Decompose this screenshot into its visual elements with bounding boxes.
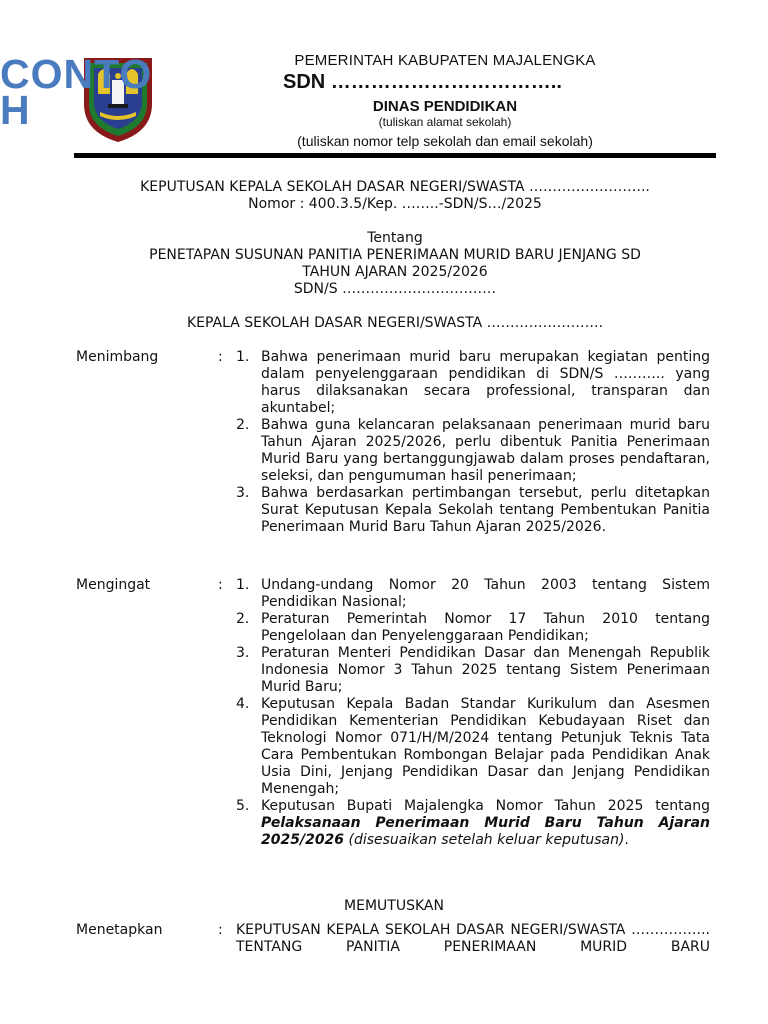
menetapkan-text: KEPUTUSAN KEPALA SEKOLAH DASAR NEGERI/SWASTA …………….. TENTANG PANITIA PENERIMAAN MURID BARU xyxy=(236,922,710,955)
address-placeholder: (tuliskan alamat sekolah) xyxy=(378,115,512,129)
department-name: DINAS PENDIDIKAN xyxy=(372,98,518,115)
item-end: . xyxy=(624,832,629,848)
menimbang-colon: : xyxy=(218,349,223,365)
list-item xyxy=(236,577,710,611)
item-text: Bahwa berdasarkan pertimbangan tersebut, perlu ditetapkan Surat Keputusan Kepala Sekolah tentang Pembentukan Panitia Penerimaan Murid Baru Tahun Ajaran 2025/2026. xyxy=(261,485,710,535)
menimbang-label: Menimbang xyxy=(76,349,159,365)
official-title: KEPALA SEKOLAH DASAR NEGERI/SWASTA ……………………. xyxy=(186,315,604,331)
item-text: Keputusan Kepala Badan Standar Kurikulum dan Asesmen Pendidikan Kementerian Pendidikan Kebudayaan Riset dan Teknologi Nomor 071/H/M/2024 tentang Petunjuk Teknis Tata Cara Pembentukan Rombongan Belajar pada Pendidikan Anak Usia Dini, Jenjang Pendidikan Dasar dan Jenjang Pendidikan Menengah; xyxy=(261,696,710,797)
government-name: PEMERINTAH KABUPATEN MAJALENGKA xyxy=(294,52,596,69)
item-number: 4. xyxy=(236,696,250,712)
school-name: SDN …………………………….. xyxy=(283,71,562,93)
list-item xyxy=(236,645,710,696)
list-item xyxy=(236,798,710,849)
subject-line-3: SDN/S …………………………… xyxy=(293,281,497,297)
mengingat-label: Mengingat xyxy=(76,577,151,593)
menimbang-list xyxy=(236,349,710,536)
item-number: 1. xyxy=(236,349,250,365)
list-item xyxy=(236,417,710,485)
item-text: Peraturan Pemerintah Nomor 17 Tahun 2010 tentang Pengelolaan dan Penyelenggaraan Pendidikan; xyxy=(261,611,710,644)
list-item xyxy=(236,696,710,798)
item-note: (disesuaikan setelah keluar keputusan) xyxy=(344,832,625,848)
item-text: Peraturan Menteri Pendidikan Dasar dan Menengah Republik Indonesia Nomor 3 Tahun 2025 tentang Sistem Penerimaan Murid Baru; xyxy=(261,645,710,695)
item-text: Undang-undang Nomor 20 Tahun 2003 tentang Sistem Pendidikan Nasional; xyxy=(261,577,710,610)
item-number: 5. xyxy=(236,798,250,814)
item-number: 3. xyxy=(236,485,250,501)
mengingat-list xyxy=(236,577,710,849)
subject-line-1: PENETAPAN SUSUNAN PANITIA PENERIMAAN MURID BARU JENJANG SD xyxy=(149,247,641,263)
item-text: Bahwa penerimaan murid baru merupakan kegiatan penting dalam penyelenggaraan pendidikan di SDN/S ……….. yang harus dilaksanakan secara professional, transparan dan akuntabel; xyxy=(261,349,710,416)
contact-placeholder: (tuliskan nomor telp sekolah dan email sekolah) xyxy=(297,133,593,149)
contoh-watermark xyxy=(0,51,170,133)
menetapkan-colon: : xyxy=(218,922,223,938)
menetapkan-label: Menetapkan xyxy=(76,922,163,938)
list-item xyxy=(236,485,710,536)
item-text: Bahwa guna kelancaran pelaksanaan penerimaan murid baru Tahun Ajaran 2025/2026, perlu dibentuk Panitia Penerimaan Murid Baru yang bertanggungjawab dalam proses pendaftaran, seleksi, dan pengumuman hasil penerimaan; xyxy=(261,417,710,484)
list-item xyxy=(236,349,710,417)
tentang-label: Tentang xyxy=(367,230,423,246)
item-number: 3. xyxy=(236,645,250,661)
item-number: 2. xyxy=(236,611,250,627)
list-item xyxy=(236,611,710,645)
letterhead-divider xyxy=(74,153,716,158)
decree-title: KEPUTUSAN KEPALA SEKOLAH DASAR NEGERI/SWASTA …………………….. xyxy=(140,179,650,195)
item-number: 2. xyxy=(236,417,250,433)
letterhead xyxy=(180,52,710,149)
mengingat-colon: : xyxy=(218,577,223,593)
item-number: 1. xyxy=(236,577,250,593)
item-emphasis: Pelaksanaan Penerimaan Murid Baru Tahun Ajaran 2025/2026 xyxy=(261,815,710,848)
item-text: Keputusan Bupati Majalengka Nomor Tahun 2025 tentang xyxy=(261,798,710,814)
memutuskan-heading: MEMUTUSKAN xyxy=(344,898,444,914)
subject-line-2: TAHUN AJARAN 2025/2026 xyxy=(302,264,488,280)
watermark-text: CONTOH xyxy=(0,51,153,133)
decree-number: Nomor : 400.3.5/Kep. ……..-SDN/S…/2025 xyxy=(248,196,542,212)
